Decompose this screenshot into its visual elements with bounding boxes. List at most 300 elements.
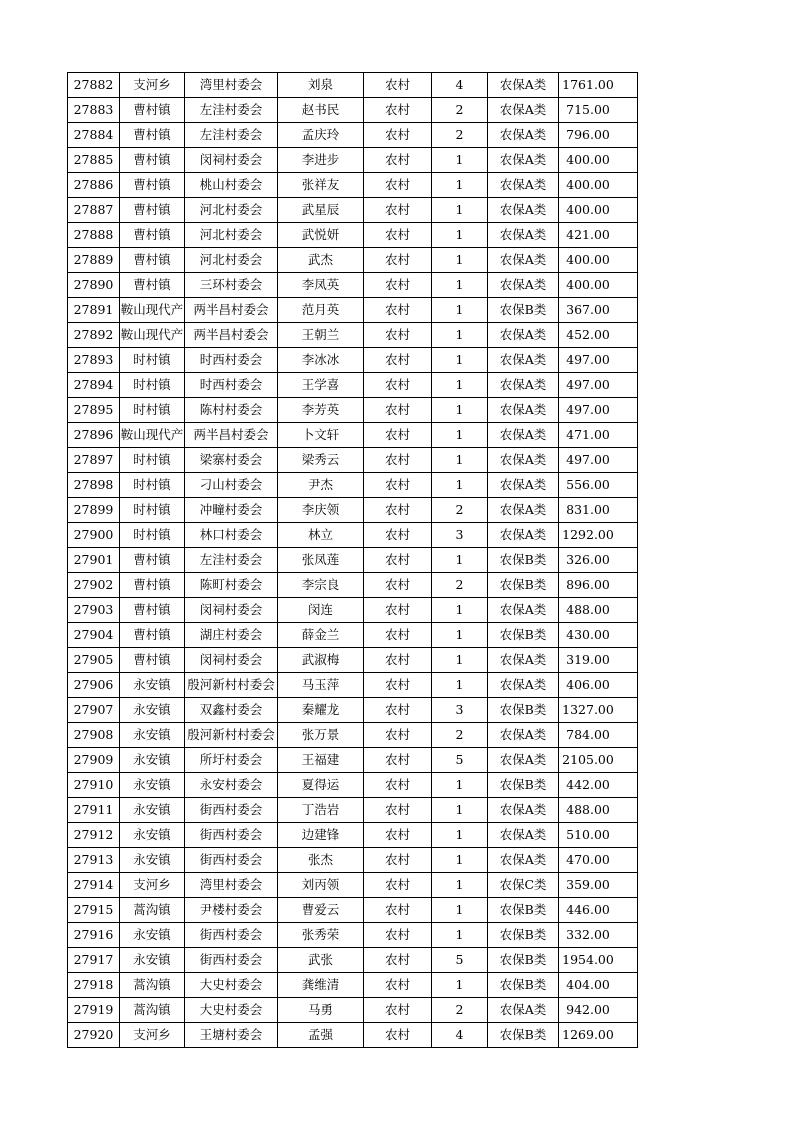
household-size-cell: 1 (432, 373, 488, 398)
resident-name-cell: 马勇 (278, 998, 364, 1023)
resident-name-cell: 武杰 (278, 248, 364, 273)
household-size-cell: 1 (432, 348, 488, 373)
area-type-cell: 农村 (364, 948, 432, 973)
insurance-class-cell: 农保A类 (488, 598, 559, 623)
table-row (68, 198, 638, 223)
resident-name-cell: 龚维清 (278, 973, 364, 998)
resident-name-cell: 闵连 (278, 598, 364, 623)
area-type-cell: 农村 (364, 498, 432, 523)
household-size-cell: 1 (432, 448, 488, 473)
table-row (68, 298, 638, 323)
amount-cell: 326.00 (559, 548, 638, 573)
insurance-class-cell: 农保A类 (488, 998, 559, 1023)
resident-name-cell: 薛金兰 (278, 623, 364, 648)
insurance-class-cell: 农保B类 (488, 948, 559, 973)
amount-cell: 896.00 (559, 573, 638, 598)
table-row (68, 373, 638, 398)
area-type-cell: 农村 (364, 223, 432, 248)
village-committee-cell: 街西村委会 (185, 798, 278, 823)
township-cell: 时村镇 (120, 348, 185, 373)
household-size-cell: 1 (432, 598, 488, 623)
area-type-cell: 农村 (364, 873, 432, 898)
record-id-cell: 27887 (68, 198, 120, 223)
village-committee-cell: 尹楼村委会 (185, 898, 278, 923)
amount-cell: 404.00 (559, 973, 638, 998)
amount-cell: 332.00 (559, 923, 638, 948)
township-cell: 蒿沟镇 (120, 998, 185, 1023)
township-cell: 曹村镇 (120, 648, 185, 673)
record-id-cell: 27888 (68, 223, 120, 248)
insurance-class-cell: 农保A类 (488, 348, 559, 373)
resident-name-cell: 王朝兰 (278, 323, 364, 348)
insurance-class-cell: 农保A类 (488, 748, 559, 773)
area-type-cell: 农村 (364, 823, 432, 848)
village-committee-cell: 王塘村委会 (185, 1023, 278, 1048)
resident-name-cell: 卜文轩 (278, 423, 364, 448)
household-size-cell: 1 (432, 323, 488, 348)
insurance-class-cell: 农保B类 (488, 698, 559, 723)
township-cell: 曹村镇 (120, 223, 185, 248)
village-committee-cell: 殷河新村村委会 (185, 723, 278, 748)
resident-name-cell: 武淑梅 (278, 648, 364, 673)
area-type-cell: 农村 (364, 323, 432, 348)
record-id-cell: 27896 (68, 423, 120, 448)
village-committee-cell: 两半昌村委会 (185, 298, 278, 323)
table-row (68, 723, 638, 748)
table-row (68, 323, 638, 348)
resident-name-cell: 张秀荣 (278, 923, 364, 948)
resident-name-cell: 夏得运 (278, 773, 364, 798)
table-row (68, 523, 638, 548)
village-committee-cell: 湾里村委会 (185, 873, 278, 898)
table-row (68, 473, 638, 498)
area-type-cell: 农村 (364, 698, 432, 723)
household-size-cell: 1 (432, 273, 488, 298)
area-type-cell: 农村 (364, 73, 432, 98)
household-size-cell: 1 (432, 873, 488, 898)
village-committee-cell: 永安村委会 (185, 773, 278, 798)
household-size-cell: 2 (432, 573, 488, 598)
household-size-cell: 1 (432, 898, 488, 923)
amount-cell: 452.00 (559, 323, 638, 348)
table-row (68, 73, 638, 98)
table-row (68, 548, 638, 573)
insurance-class-cell: 农保A类 (488, 798, 559, 823)
insurance-class-cell: 农保B类 (488, 898, 559, 923)
table-row (68, 848, 638, 873)
amount-cell: 319.00 (559, 648, 638, 673)
village-committee-cell: 闵祠村委会 (185, 148, 278, 173)
record-id-cell: 27884 (68, 123, 120, 148)
township-cell: 曹村镇 (120, 548, 185, 573)
village-committee-cell: 街西村委会 (185, 848, 278, 873)
insurance-class-cell: 农保A类 (488, 648, 559, 673)
record-id-cell: 27897 (68, 448, 120, 473)
area-type-cell: 农村 (364, 298, 432, 323)
area-type-cell: 农村 (364, 523, 432, 548)
resident-name-cell: 李冰冰 (278, 348, 364, 373)
village-committee-cell: 街西村委会 (185, 923, 278, 948)
household-size-cell: 5 (432, 748, 488, 773)
resident-name-cell: 张凤莲 (278, 548, 364, 573)
household-size-cell: 1 (432, 148, 488, 173)
table-row (68, 923, 638, 948)
area-type-cell: 农村 (364, 623, 432, 648)
insurance-class-cell: 农保A类 (488, 673, 559, 698)
area-type-cell: 农村 (364, 1023, 432, 1048)
amount-cell: 1327.00 (559, 698, 638, 723)
resident-name-cell: 边建锋 (278, 823, 364, 848)
insurance-class-cell: 农保C类 (488, 873, 559, 898)
amount-cell: 715.00 (559, 98, 638, 123)
record-id-cell: 27895 (68, 398, 120, 423)
area-type-cell: 农村 (364, 673, 432, 698)
area-type-cell: 农村 (364, 573, 432, 598)
village-committee-cell: 街西村委会 (185, 823, 278, 848)
amount-cell: 497.00 (559, 373, 638, 398)
household-size-cell: 2 (432, 98, 488, 123)
insurance-class-cell: 农保A类 (488, 723, 559, 748)
resident-name-cell: 张祥友 (278, 173, 364, 198)
household-size-cell: 2 (432, 723, 488, 748)
table-row (68, 898, 638, 923)
resident-name-cell: 梁秀云 (278, 448, 364, 473)
amount-cell: 400.00 (559, 148, 638, 173)
resident-name-cell: 李宗良 (278, 573, 364, 598)
resident-name-cell: 秦耀龙 (278, 698, 364, 723)
amount-cell: 442.00 (559, 773, 638, 798)
record-id-cell: 27918 (68, 973, 120, 998)
township-cell: 时村镇 (120, 498, 185, 523)
record-id-cell: 27891 (68, 298, 120, 323)
village-committee-cell: 大史村委会 (185, 998, 278, 1023)
household-size-cell: 1 (432, 648, 488, 673)
household-size-cell: 4 (432, 1023, 488, 1048)
household-size-cell: 1 (432, 473, 488, 498)
township-cell: 永安镇 (120, 673, 185, 698)
township-cell: 鞍山现代产 (120, 298, 185, 323)
township-cell: 曹村镇 (120, 98, 185, 123)
amount-cell: 796.00 (559, 123, 638, 148)
household-size-cell: 1 (432, 823, 488, 848)
insurance-class-cell: 农保A类 (488, 273, 559, 298)
township-cell: 永安镇 (120, 773, 185, 798)
area-type-cell: 农村 (364, 998, 432, 1023)
table-row (68, 273, 638, 298)
household-size-cell: 1 (432, 773, 488, 798)
table-row (68, 648, 638, 673)
resident-name-cell: 武星辰 (278, 198, 364, 223)
township-cell: 时村镇 (120, 473, 185, 498)
amount-cell: 488.00 (559, 598, 638, 623)
resident-name-cell: 孟庆玲 (278, 123, 364, 148)
table-row (68, 873, 638, 898)
table-row (68, 148, 638, 173)
table-row (68, 223, 638, 248)
household-size-cell: 1 (432, 548, 488, 573)
record-id-cell: 27910 (68, 773, 120, 798)
household-size-cell: 5 (432, 948, 488, 973)
township-cell: 永安镇 (120, 723, 185, 748)
amount-cell: 488.00 (559, 798, 638, 823)
area-type-cell: 农村 (364, 723, 432, 748)
table-row (68, 173, 638, 198)
insurance-class-cell: 农保A类 (488, 523, 559, 548)
insurance-class-cell: 农保A类 (488, 123, 559, 148)
township-cell: 曹村镇 (120, 273, 185, 298)
record-id-cell: 27907 (68, 698, 120, 723)
resident-name-cell: 林立 (278, 523, 364, 548)
table-row (68, 348, 638, 373)
area-type-cell: 农村 (364, 773, 432, 798)
insurance-class-cell: 农保B类 (488, 623, 559, 648)
township-cell: 曹村镇 (120, 123, 185, 148)
table-row (68, 398, 638, 423)
village-committee-cell: 街西村委会 (185, 948, 278, 973)
insurance-class-cell: 农保B类 (488, 548, 559, 573)
table-row (68, 823, 638, 848)
village-committee-cell: 湖庄村委会 (185, 623, 278, 648)
township-cell: 支河乡 (120, 1023, 185, 1048)
village-committee-cell: 两半昌村委会 (185, 323, 278, 348)
table-row (68, 998, 638, 1023)
insurance-class-cell: 农保A类 (488, 198, 559, 223)
table-row (68, 573, 638, 598)
amount-cell: 510.00 (559, 823, 638, 848)
township-cell: 蒿沟镇 (120, 973, 185, 998)
record-id-cell: 27883 (68, 98, 120, 123)
township-cell: 曹村镇 (120, 248, 185, 273)
resident-name-cell: 马玉萍 (278, 673, 364, 698)
table-row (68, 748, 638, 773)
record-id-cell: 27885 (68, 148, 120, 173)
household-size-cell: 1 (432, 798, 488, 823)
township-cell: 曹村镇 (120, 173, 185, 198)
resident-name-cell: 武悦妍 (278, 223, 364, 248)
village-committee-cell: 河北村委会 (185, 198, 278, 223)
record-id-cell: 27915 (68, 898, 120, 923)
insurance-class-cell: 农保B类 (488, 573, 559, 598)
area-type-cell: 农村 (364, 398, 432, 423)
record-id-cell: 27893 (68, 348, 120, 373)
village-committee-cell: 河北村委会 (185, 223, 278, 248)
table-row (68, 448, 638, 473)
record-id-cell: 27917 (68, 948, 120, 973)
resident-name-cell: 王学喜 (278, 373, 364, 398)
insurance-class-cell: 农保A类 (488, 498, 559, 523)
amount-cell: 497.00 (559, 348, 638, 373)
area-type-cell: 农村 (364, 98, 432, 123)
township-cell: 曹村镇 (120, 573, 185, 598)
household-size-cell: 2 (432, 998, 488, 1023)
area-type-cell: 农村 (364, 923, 432, 948)
record-id-cell: 27901 (68, 548, 120, 573)
table-row (68, 623, 638, 648)
insurance-class-cell: 农保A类 (488, 823, 559, 848)
village-committee-cell: 时西村委会 (185, 373, 278, 398)
resident-name-cell: 赵书民 (278, 98, 364, 123)
household-size-cell: 2 (432, 123, 488, 148)
record-id-cell: 27886 (68, 173, 120, 198)
township-cell: 永安镇 (120, 748, 185, 773)
household-size-cell: 1 (432, 223, 488, 248)
village-committee-cell: 双鑫村委会 (185, 698, 278, 723)
household-size-cell: 1 (432, 173, 488, 198)
village-committee-cell: 左洼村委会 (185, 123, 278, 148)
village-committee-cell: 桃山村委会 (185, 173, 278, 198)
amount-cell: 942.00 (559, 998, 638, 1023)
township-cell: 时村镇 (120, 448, 185, 473)
table-body (68, 73, 638, 1048)
record-id-cell: 27899 (68, 498, 120, 523)
township-cell: 支河乡 (120, 73, 185, 98)
household-size-cell: 1 (432, 423, 488, 448)
insurance-class-cell: 农保A类 (488, 173, 559, 198)
township-cell: 鞍山现代产 (120, 323, 185, 348)
insurance-class-cell: 农保A类 (488, 98, 559, 123)
amount-cell: 1761.00 (559, 73, 638, 98)
village-committee-cell: 左洼村委会 (185, 98, 278, 123)
village-committee-cell: 陈村村委会 (185, 398, 278, 423)
household-size-cell: 3 (432, 523, 488, 548)
household-size-cell: 3 (432, 698, 488, 723)
amount-cell: 2105.00 (559, 748, 638, 773)
table-row (68, 973, 638, 998)
table-row (68, 598, 638, 623)
household-size-cell: 1 (432, 923, 488, 948)
township-cell: 永安镇 (120, 848, 185, 873)
area-type-cell: 农村 (364, 548, 432, 573)
amount-cell: 400.00 (559, 198, 638, 223)
amount-cell: 359.00 (559, 873, 638, 898)
amount-cell: 831.00 (559, 498, 638, 523)
insurance-class-cell: 农保B类 (488, 923, 559, 948)
insurance-class-cell: 农保B类 (488, 1023, 559, 1048)
record-id-cell: 27890 (68, 273, 120, 298)
village-committee-cell: 两半昌村委会 (185, 423, 278, 448)
insurance-class-cell: 农保A类 (488, 423, 559, 448)
insurance-class-cell: 农保A类 (488, 148, 559, 173)
insurance-class-cell: 农保B类 (488, 973, 559, 998)
township-cell: 永安镇 (120, 923, 185, 948)
resident-name-cell: 李进步 (278, 148, 364, 173)
insurance-class-cell: 农保A类 (488, 248, 559, 273)
insurance-class-cell: 农保A类 (488, 398, 559, 423)
record-id-cell: 27914 (68, 873, 120, 898)
area-type-cell: 农村 (364, 798, 432, 823)
township-cell: 曹村镇 (120, 198, 185, 223)
record-id-cell: 27913 (68, 848, 120, 873)
area-type-cell: 农村 (364, 423, 432, 448)
household-size-cell: 1 (432, 248, 488, 273)
area-type-cell: 农村 (364, 973, 432, 998)
township-cell: 支河乡 (120, 873, 185, 898)
record-id-cell: 27908 (68, 723, 120, 748)
township-cell: 时村镇 (120, 373, 185, 398)
table-row (68, 948, 638, 973)
resident-name-cell: 范月英 (278, 298, 364, 323)
table-row (68, 1023, 638, 1048)
insurance-class-cell: 农保A类 (488, 223, 559, 248)
resident-name-cell: 尹杰 (278, 473, 364, 498)
village-committee-cell: 闵祠村委会 (185, 648, 278, 673)
record-id-cell: 27906 (68, 673, 120, 698)
township-cell: 永安镇 (120, 698, 185, 723)
village-committee-cell: 冲疃村委会 (185, 498, 278, 523)
resident-name-cell: 王福建 (278, 748, 364, 773)
amount-cell: 367.00 (559, 298, 638, 323)
amount-cell: 1269.00 (559, 1023, 638, 1048)
township-cell: 曹村镇 (120, 148, 185, 173)
table-row (68, 673, 638, 698)
resident-name-cell: 刘丙领 (278, 873, 364, 898)
resident-name-cell: 李庆领 (278, 498, 364, 523)
record-id-cell: 27892 (68, 323, 120, 348)
household-size-cell: 1 (432, 973, 488, 998)
village-committee-cell: 陈町村委会 (185, 573, 278, 598)
household-size-cell: 4 (432, 73, 488, 98)
amount-cell: 1954.00 (559, 948, 638, 973)
amount-cell: 1292.00 (559, 523, 638, 548)
record-id-cell: 27903 (68, 598, 120, 623)
household-size-cell: 1 (432, 298, 488, 323)
township-cell: 蒿沟镇 (120, 898, 185, 923)
area-type-cell: 农村 (364, 198, 432, 223)
resident-name-cell: 李凤英 (278, 273, 364, 298)
area-type-cell: 农村 (364, 373, 432, 398)
insurance-class-cell: 农保B类 (488, 298, 559, 323)
resident-name-cell: 李芳英 (278, 398, 364, 423)
amount-cell: 400.00 (559, 273, 638, 298)
resident-name-cell: 张万景 (278, 723, 364, 748)
record-id-cell: 27889 (68, 248, 120, 273)
record-id-cell: 27912 (68, 823, 120, 848)
table-row (68, 773, 638, 798)
area-type-cell: 农村 (364, 648, 432, 673)
record-id-cell: 27905 (68, 648, 120, 673)
record-id-cell: 27904 (68, 623, 120, 648)
area-type-cell: 农村 (364, 848, 432, 873)
household-size-cell: 1 (432, 198, 488, 223)
household-size-cell: 1 (432, 848, 488, 873)
township-cell: 时村镇 (120, 523, 185, 548)
township-cell: 永安镇 (120, 798, 185, 823)
household-size-cell: 1 (432, 398, 488, 423)
area-type-cell: 农村 (364, 123, 432, 148)
village-committee-cell: 林口村委会 (185, 523, 278, 548)
insurance-class-cell: 农保A类 (488, 323, 559, 348)
household-size-cell: 2 (432, 498, 488, 523)
village-committee-cell: 殷河新村村委会 (185, 673, 278, 698)
amount-cell: 430.00 (559, 623, 638, 648)
village-committee-cell: 左洼村委会 (185, 548, 278, 573)
table-row (68, 248, 638, 273)
village-committee-cell: 河北村委会 (185, 248, 278, 273)
resident-name-cell: 曹爱云 (278, 898, 364, 923)
record-id-cell: 27916 (68, 923, 120, 948)
village-committee-cell: 三环村委会 (185, 273, 278, 298)
table-row (68, 798, 638, 823)
table-row (68, 498, 638, 523)
amount-cell: 497.00 (559, 398, 638, 423)
village-committee-cell: 刁山村委会 (185, 473, 278, 498)
area-type-cell: 农村 (364, 273, 432, 298)
household-size-cell: 1 (432, 623, 488, 648)
amount-cell: 784.00 (559, 723, 638, 748)
table-row (68, 98, 638, 123)
village-committee-cell: 梁寨村委会 (185, 448, 278, 473)
area-type-cell: 农村 (364, 148, 432, 173)
